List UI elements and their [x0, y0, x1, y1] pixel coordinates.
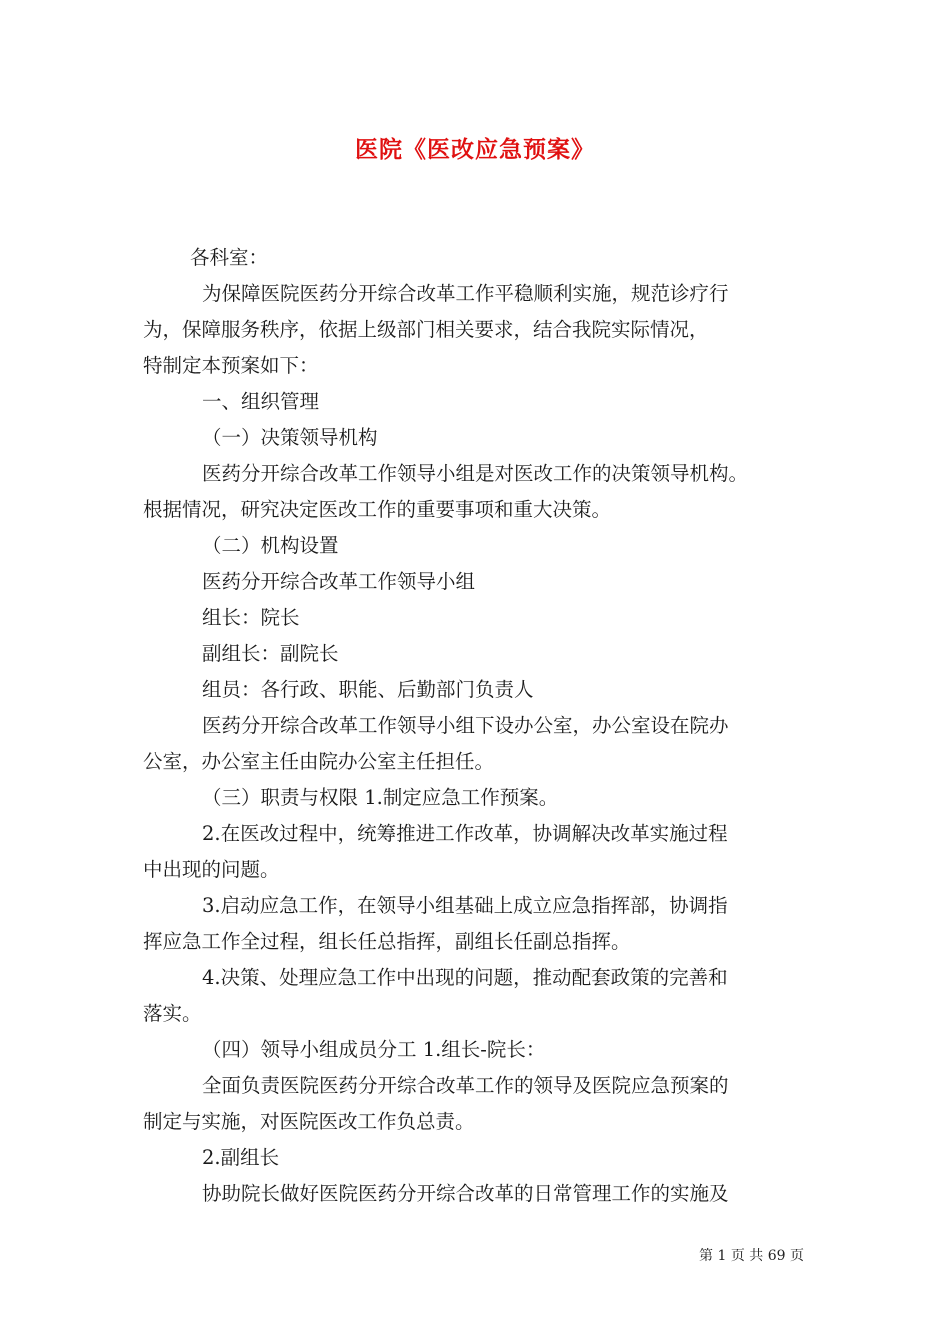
document-body: [143, 240, 833, 1212]
section-heading: 一、组织管理: [202, 390, 320, 413]
document-title: 医院《医改应急预案》: [355, 136, 595, 163]
paragraph-line: 全面负责医院医药分开综合改革工作的领导及医院应急预案的: [202, 1074, 729, 1097]
paragraph-line: 组员：各行政、职能、后勤部门负责人: [202, 678, 534, 701]
paragraph-line: 2.在医改过程中，统筹推进工作改革，协调解决改革实施过程: [202, 822, 728, 845]
paragraph-line: 为保障医院医药分开综合改革工作平稳顺利实施，规范诊疗行: [202, 282, 729, 305]
subsection-heading: （一）决策领导机构: [202, 426, 378, 449]
page-number: 第 1 页 共 69 页: [699, 1248, 804, 1264]
paragraph-line: 3.启动应急工作，在领导小组基础上成立应急指挥部，协调指: [202, 894, 728, 917]
subsection-heading: （二）机构设置: [202, 534, 339, 557]
subsection-heading: （三）职责与权限 1.制定应急工作预案。: [202, 786, 559, 809]
paragraph-line: 特制定本预案如下：: [143, 354, 319, 377]
salutation: 各科室：: [190, 246, 269, 269]
paragraph-line: 医药分开综合改革工作领导小组下设办公室，办公室设在院办: [202, 714, 729, 737]
paragraph-line: 公室，办公室主任由院办公室主任担任。: [143, 750, 495, 773]
paragraph-line: 副组长：副院长: [202, 642, 339, 665]
paragraph-line: 挥应急工作全过程，组长任总指挥，副组长任副总指挥。: [143, 930, 631, 953]
paragraph-line: 医药分开综合改革工作领导小组是对医改工作的决策领导机构。: [202, 462, 749, 485]
paragraph-line: 中出现的问题。: [143, 858, 280, 881]
paragraph-line: 医药分开综合改革工作领导小组: [202, 570, 476, 593]
paragraph-line: 落实。: [143, 1002, 202, 1025]
paragraph-line: 2.副组长: [202, 1146, 280, 1169]
paragraph-line: 为，保障服务秩序，依据上级部门相关要求，结合我院实际情况，: [143, 318, 709, 341]
subsection-heading: （四）领导小组成员分工 1.组长-院长：: [202, 1038, 546, 1061]
paragraph-line: 组长：院长: [202, 606, 300, 629]
paragraph-line: 4.决策、处理应急工作中出现的问题，推动配套政策的完善和: [202, 966, 728, 989]
paragraph-line: 制定与实施，对医院医改工作负总责。: [143, 1110, 475, 1133]
paragraph-line: 协助院长做好医院医药分开综合改革的日常管理工作的实施及: [202, 1182, 729, 1205]
paragraph-line: 根据情况，研究决定医改工作的重要事项和重大决策。: [143, 498, 612, 521]
